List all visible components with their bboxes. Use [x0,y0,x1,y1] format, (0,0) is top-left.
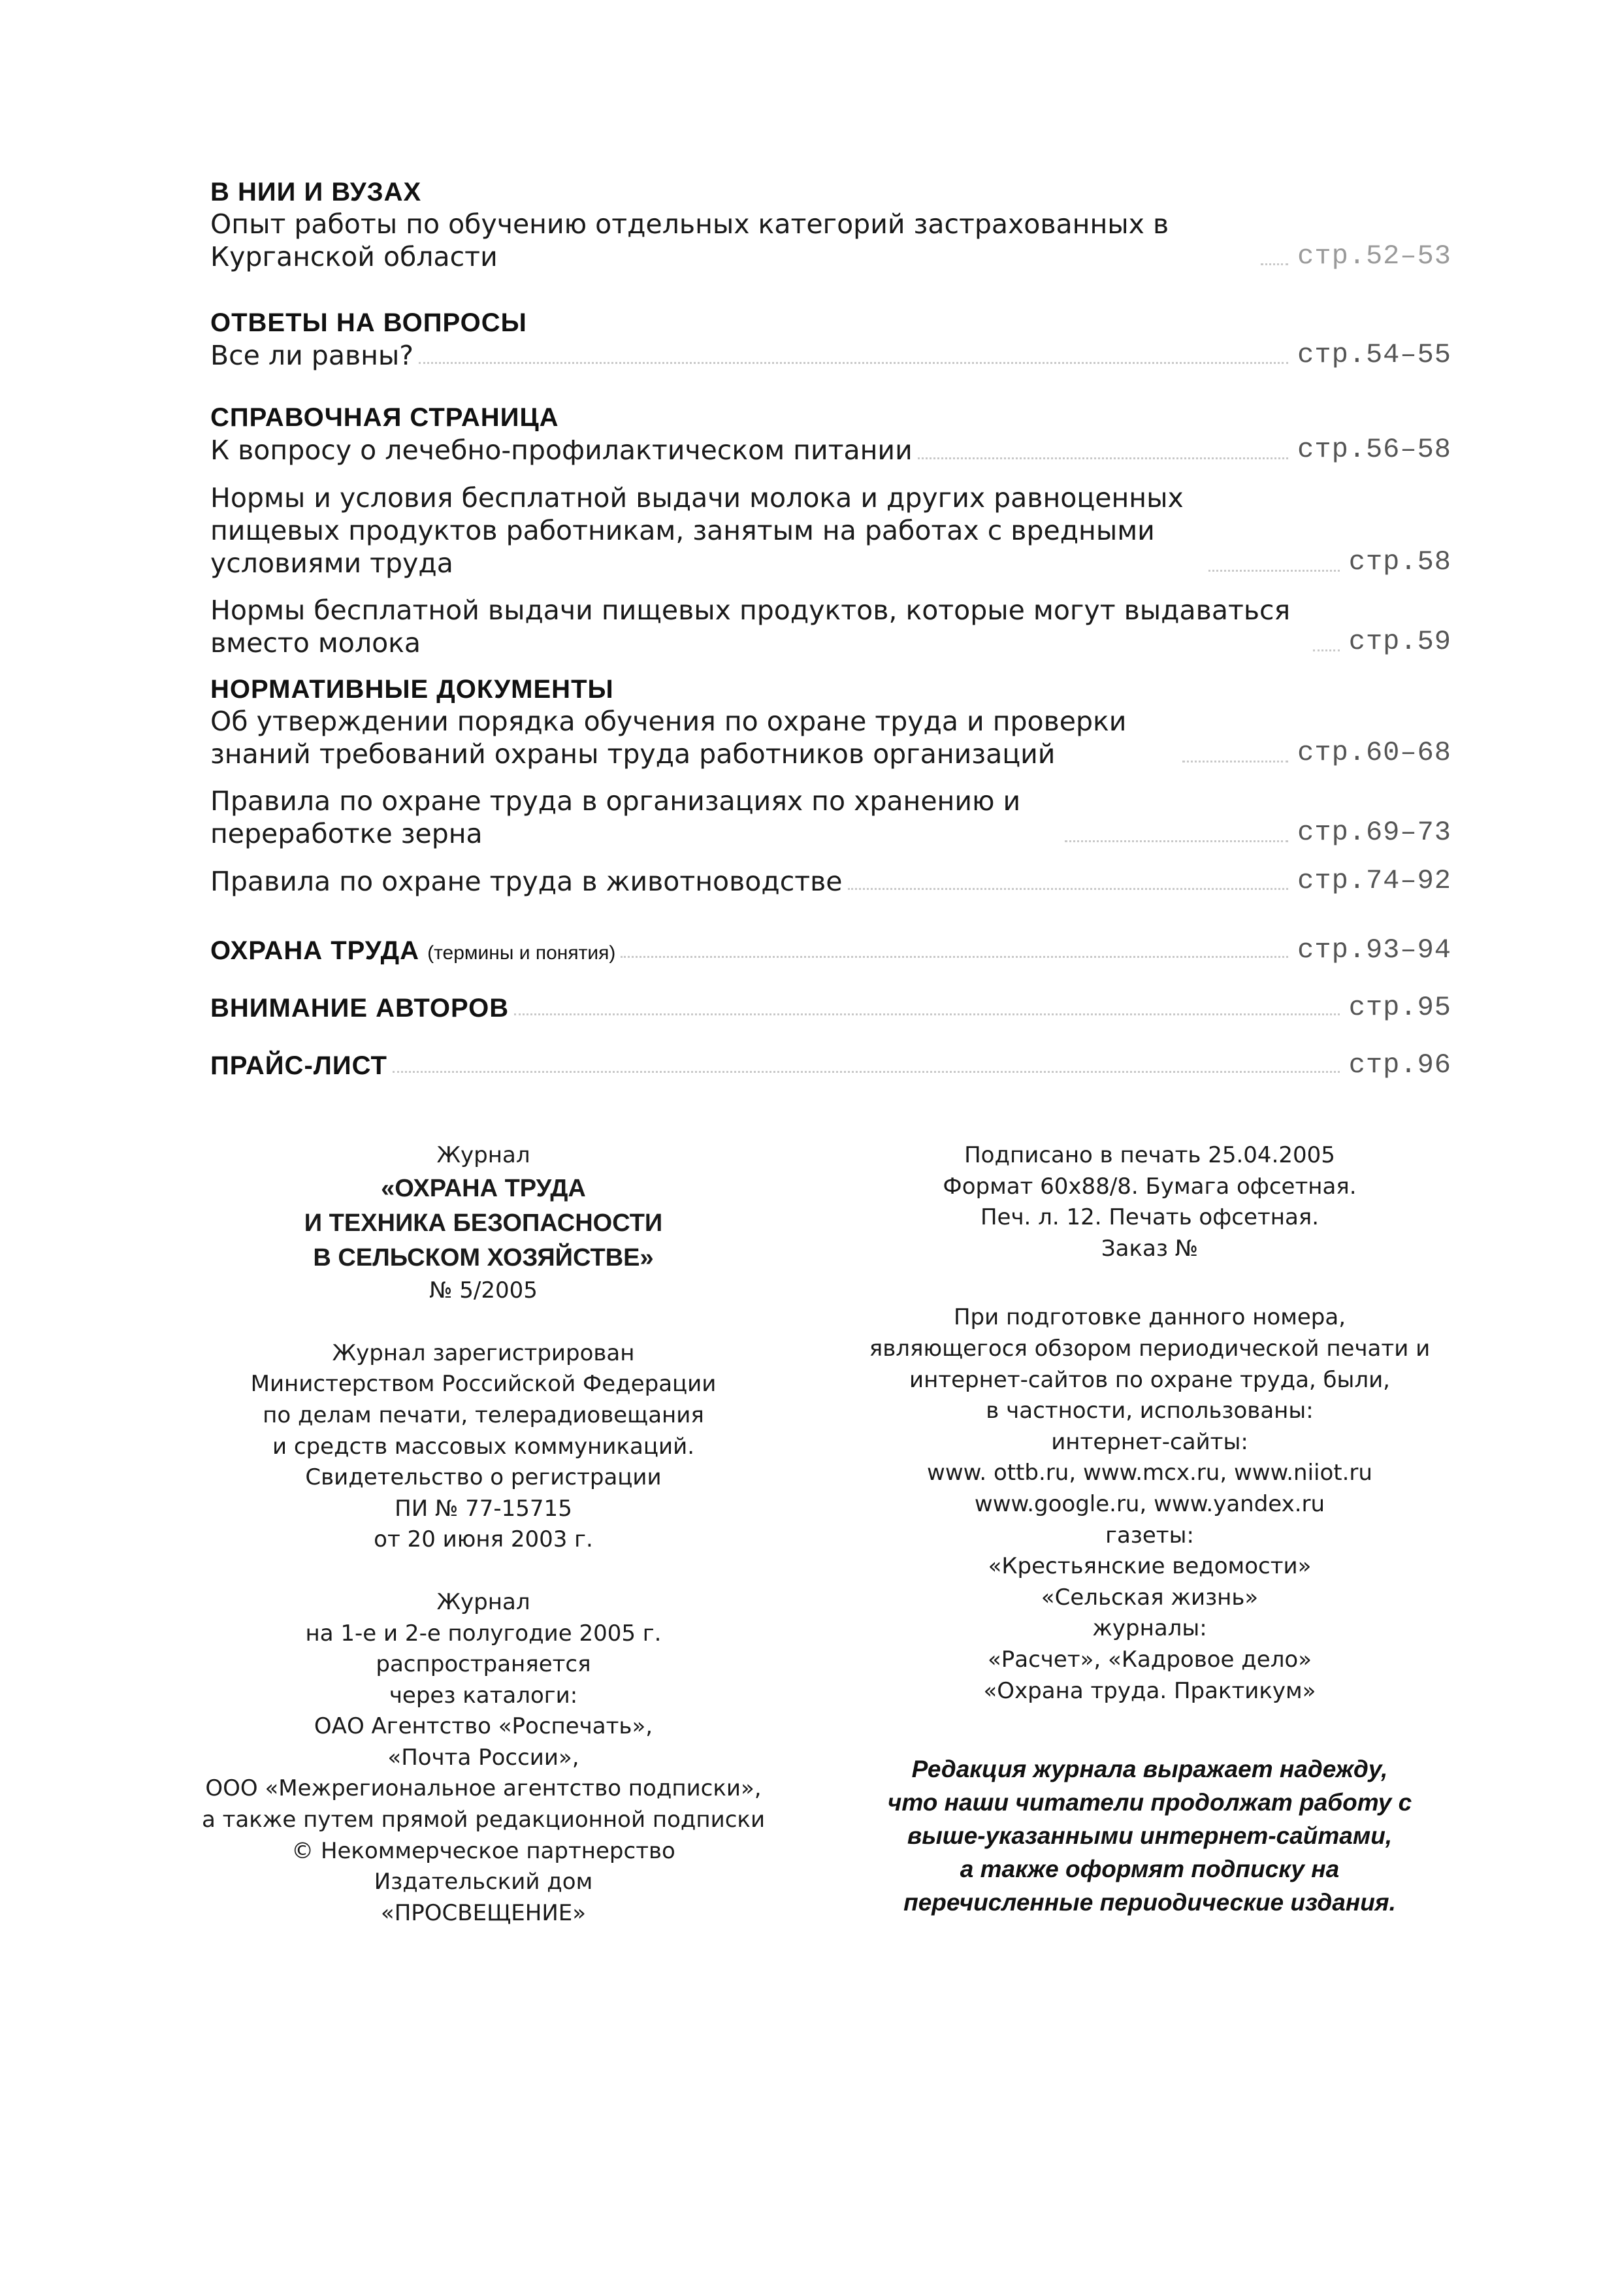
page-range: стр.58 [1348,546,1451,578]
toc-entry[interactable] [210,208,1451,273]
distribution-line: ОАО Агентство «Роспечать», [314,1713,653,1740]
journal-title-line: В СЕЛЬСКОМ ХОЗЯЙСТВЕ» [313,1243,654,1271]
dot-leader [1182,761,1288,763]
distribution-line: «Почта России», [387,1744,579,1771]
print-info-line: Подписано в печать 25.04.2005 [964,1142,1335,1168]
registration-line: по делам печати, телерадиовещания [263,1402,704,1428]
section-heading: ПРАЙС-ЛИСТ [210,1051,387,1080]
print-info-line: Формат 60х88/8. Бумага офсетная. [943,1173,1357,1200]
section-heading: В НИИ И ВУЗАХ [210,178,422,206]
toc-section [210,402,1451,659]
entry-title: Нормы и условия бесплатной выдачи молока и других равноценных пищевых продуктов работникам, занятым на работах с вредными условиями труда [210,482,1184,579]
sources-line: интернет-сайты: [1051,1428,1248,1455]
entry-title: К вопросу о лечебно-профилактическом питании [210,435,913,467]
journal-title-line: «ОХРАНА ТРУДА [381,1174,586,1202]
journal-title-line: И ТЕХНИКА БЕЗОПАСНОСТИ [304,1209,663,1237]
sources-line: в частности, использованы: [986,1398,1314,1424]
toc-section [210,176,1451,273]
toc-entry-authors-notice[interactable] [210,992,1451,1023]
closing-note-line: что наши читатели продолжат работу с [887,1789,1412,1816]
sources-line: «Крестьянские ведомости» [988,1553,1312,1580]
toc-entry[interactable] [210,338,1451,372]
distribution-line: © Некоммерческое партнерство [291,1837,675,1864]
distribution-line: ООО «Межрегиональное агентство подписки», [205,1775,762,1802]
dot-leader [1261,263,1288,265]
distribution-line: «ПРОСВЕЩЕНИЕ» [380,1899,587,1926]
closing-note-line: Редакция журнала выражает надежду, [911,1756,1388,1783]
page-range: стр.96 [1348,1049,1451,1081]
sources-line: газеты: [1105,1522,1194,1549]
toc-entry[interactable] [210,785,1451,850]
page-range: стр.93–94 [1297,934,1451,966]
entry-title: Опыт работы по обучению отдельных категорий застрахованных в Курганской области [210,208,1169,273]
dot-leader [918,457,1288,459]
sources-line: являющегося обзором периодической печати и [869,1335,1431,1362]
dot-leader [419,362,1288,364]
issue-number: № 5/2005 [429,1277,538,1304]
print-info-line: Печ. л. 12. Печать офсетная. [980,1204,1320,1231]
imprint-left-column [163,1140,803,1929]
registration-line: от 20 июня 2003 г. [374,1526,593,1553]
distribution-line: распространяется [376,1651,591,1678]
distribution-line: Издательский дом [374,1869,593,1895]
toc-entry[interactable] [210,594,1451,659]
section-heading: ОТВЕТЫ НА ВОПРОСЫ [210,308,527,338]
page-range: стр.54–55 [1297,339,1451,371]
sources-line: «Охрана труда. Практикум» [983,1677,1316,1704]
dot-leader [621,956,1288,958]
page-range: стр.52–53 [1297,240,1451,272]
closing-note-line: а также оформят подписку на [960,1856,1340,1883]
dot-leader [514,1013,1340,1015]
heading-text: ОХРАНА ТРУДА [210,936,420,965]
sources-line: www.google.ru, www.yandex.ru [974,1490,1325,1517]
distribution-line: а также путем прямой редакционной подписки [201,1807,766,1833]
entry-title: Все ли равны? [210,340,414,372]
toc-entry[interactable] [210,482,1451,580]
registration-line: Свидетельство о регистрации [305,1464,662,1491]
dot-leader [848,888,1289,890]
page-range: стр.95 [1348,991,1451,1023]
registration-line: ПИ № 77-15715 [395,1495,572,1522]
closing-note-line: выше-указанными интернет-сайтами, [907,1822,1393,1850]
entry-title: Нормы бесплатной выдачи пищевых продуктов, которые могут выдаваться вместо молока [210,594,1291,659]
page-range: стр.60–68 [1297,737,1451,769]
dot-leader [1065,840,1288,842]
dot-leader [393,1071,1340,1073]
toc-entry[interactable] [210,864,1451,898]
distribution-line: через каталоги: [389,1682,578,1709]
entry-title: Об утверждении порядка обучения по охране труда и проверки знаний требований охраны труда работников организаций [210,705,1127,770]
closing-note-line: перечисленные периодические издания. [903,1889,1396,1916]
sources-line: журналы: [1092,1615,1207,1642]
section-heading [210,936,615,966]
distribution-line: на 1-е и 2-е полугодие 2005 г. [305,1620,662,1647]
toc-entry[interactable] [210,433,1451,467]
distribution-line: Журнал [436,1588,530,1615]
dot-leader [1313,649,1340,651]
print-info-line: Заказ № [1101,1235,1199,1262]
page-range: стр.56–58 [1297,434,1451,466]
section-heading: СПРАВОЧНАЯ СТРАНИЦА [210,403,559,433]
heading-note: (термины и понятия) [427,942,616,964]
registration-line: и средств массовых коммуникаций. [272,1433,695,1460]
entry-title: Правила по охране труда в организациях по хранению и переработке зерна [210,785,1021,849]
sources-line: При подготовке данного номера, [953,1304,1346,1331]
toc-entry-occupational-safety[interactable] [210,934,1451,966]
toc-section [210,307,1451,372]
imprint-right-column [823,1140,1476,1919]
entry-title: Правила по охране труда в животноводстве [210,865,843,897]
sources-line: www. ottb.ru, www.mcx.ru, www.niiot.ru [927,1460,1372,1486]
sources-line: интернет-сайтов по охране труда, были, [909,1366,1390,1393]
page-range: стр.69–73 [1297,817,1451,849]
toc-section [210,674,1451,898]
page-range: стр.74–92 [1297,864,1451,896]
toc-entry-price-list[interactable] [210,1049,1451,1081]
journal-label: Журнал [436,1142,530,1168]
section-heading: НОРМАТИВНЫЕ ДОКУМЕНТЫ [210,674,614,704]
registration-line: Министерством Российской Федерации [250,1371,717,1398]
sources-line: «Сельская жизнь» [1041,1584,1259,1611]
toc-entry[interactable] [210,705,1451,770]
dot-leader [1208,570,1340,572]
page-range: стр.59 [1348,626,1451,658]
sources-line: «Расчет», «Кадровое дело» [987,1646,1312,1673]
table-of-contents [210,176,1451,1081]
section-heading: ВНИМАНИЕ АВТОРОВ [210,993,510,1023]
registration-line: Журнал зарегистрирован [332,1339,635,1366]
